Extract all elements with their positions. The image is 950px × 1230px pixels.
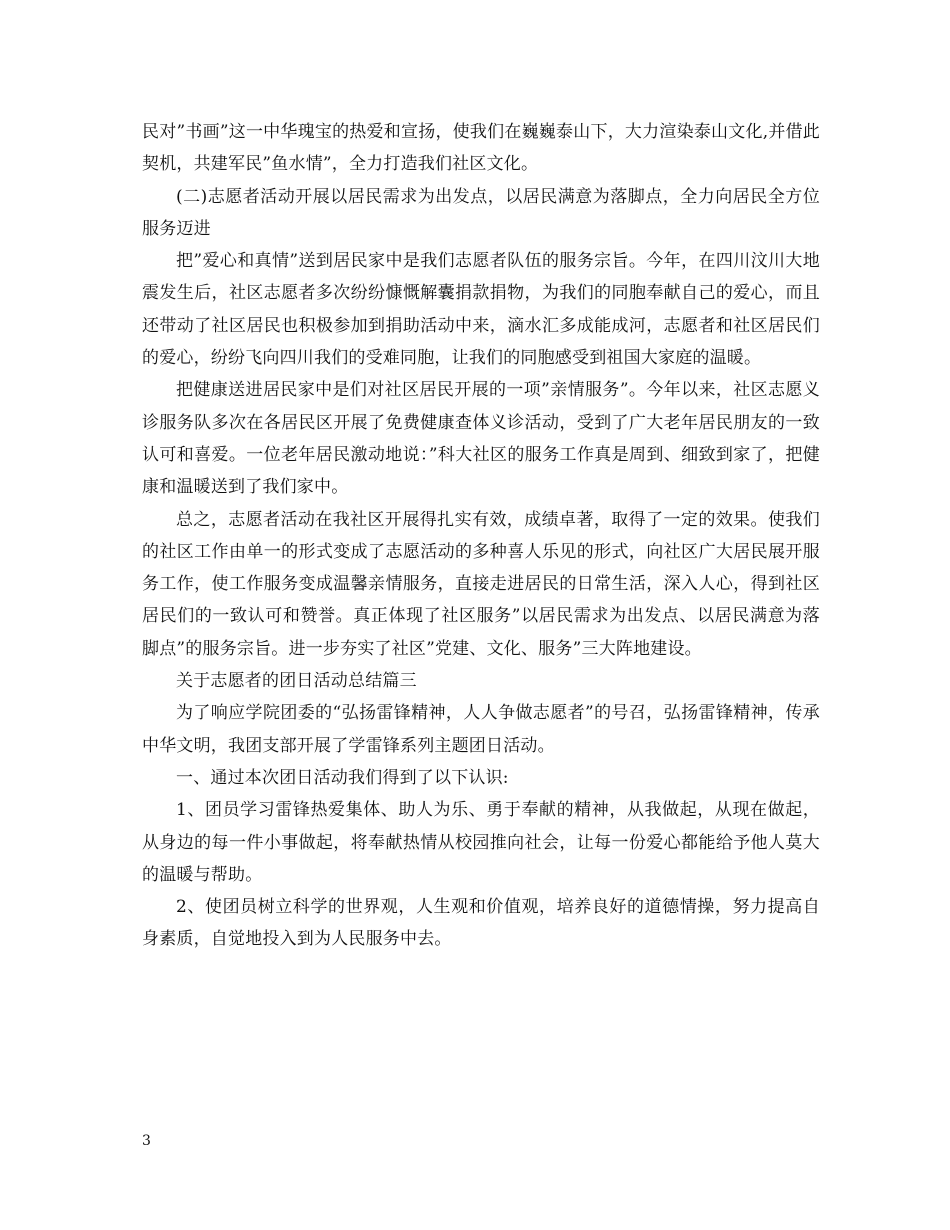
paragraph-health-service: 把健康送进居民家中是们对社区居民开展的一项”亲情服务”。今年以来，社区志愿义诊服务队多次在各居民区开展了免费健康查体义诊活动，受到了广大老年居民朋友的一致认可和喜爱。一位老年居民激动地说：”科大社区的服务工作真是周到、细致到家了，把健康和温暖送到了我们家中。 xyxy=(142,380,820,498)
page-number: 3 xyxy=(142,1133,151,1149)
paragraph-continuation: 民对”书画”这一中华瑰宝的热爱和宣扬，使我们在巍巍泰山下，大力渲染泰山文化,并借此契机，共建军民”鱼水情”，全力打造我们社区文化。 xyxy=(142,122,820,175)
document-body xyxy=(142,116,820,956)
paragraph-list-heading: 一、通过本次团日活动我们得到了以下认识: xyxy=(176,767,509,788)
paragraph-summary: 总之，志愿者活动在我社区开展得扎实有效，成绩卓著，取得了一定的效果。使我们的社区工作由单一的形式变成了志愿活动的多种喜人乐见的形式，向社区广大居民展开服务工作，使工作服务变成温馨亲情服务，直接走进居民的日常生活，深入人心，得到社区居民们的一致认可和赞誉。真正体现了社区服务”以居民需求为出发点、以居民满意为落脚点”的服务宗旨。进一步夯实了社区”党建、文化、服务”三大阵地建设。 xyxy=(142,509,820,659)
article-title: 关于志愿者的团日活动总结篇三 xyxy=(176,671,417,692)
paragraph-donation: 把”爱心和真情”送到居民家中是我们志愿者队伍的服务宗旨。今年，在四川汶川大地震发生后，社区志愿者多次纷纷慷慨解囊捐款捐物，为我们的同胞奉献自己的爱心，而且还带动了社区居民也积极参加到捐助活动中来，滴水汇多成能成河，志愿者和社区居民们的爱心，纷纷飞向四川我们的受难同胞，让我们的同胞感受到祖国大家庭的温暖。 xyxy=(142,251,820,369)
paragraph-intro: 为了响应学院团委的“弘扬雷锋精神，人人争做志愿者”的号召，弘扬雷锋精神，传承中华文明，我团支部开展了学雷锋系列主题团日活动。 xyxy=(142,703,820,756)
paragraph-section-heading: (二)志愿者活动开展以居民需求为出发点，以居民满意为落脚点，全力向居民全方位服务迈进 xyxy=(142,186,820,239)
paragraph-item-1: 1、团员学习雷锋热爱集体、助人为乐、勇于奉献的精神，从我做起，从现在做起，从身边的每一件小事做起，将奉献热情从校园推向社会，让每一份爱心都能给予他人莫大的温暖与帮助。 xyxy=(142,800,820,885)
paragraph-item-2: 2、使团员树立科学的世界观，人生观和价值观，培养良好的道德情操，努力提高自身素质，自觉地投入到为人民服务中去。 xyxy=(142,897,820,950)
